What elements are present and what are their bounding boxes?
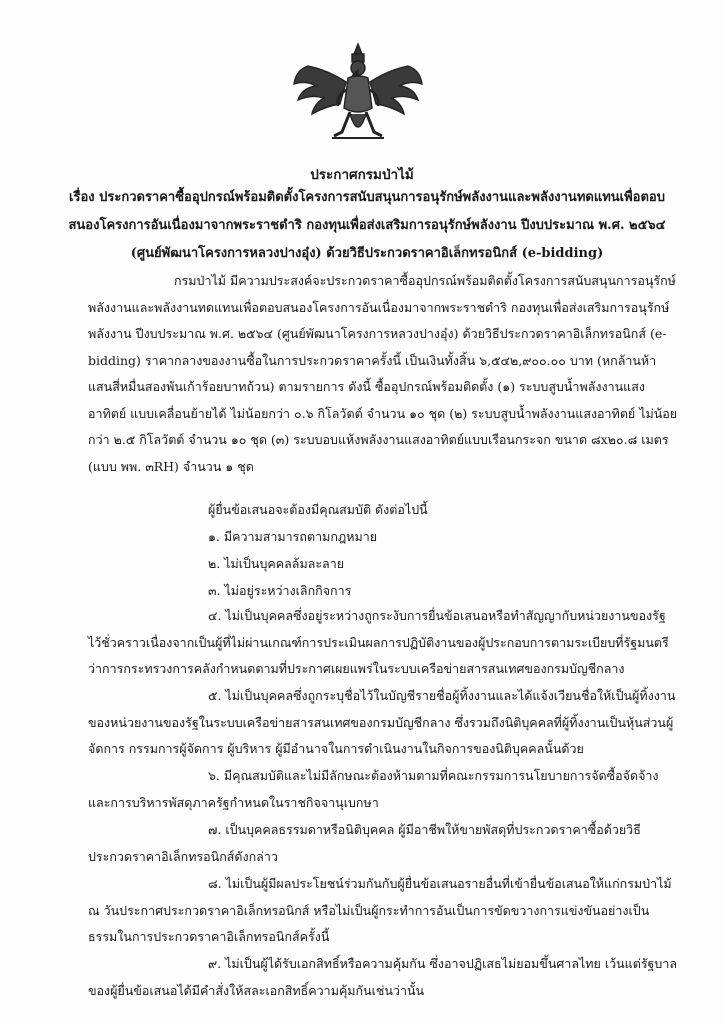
qualification-item-wrap bbox=[88, 603, 678, 683]
subject-line: เรื่อง ประกวดราคาซื้ออุปกรณ์พร้อมติดตั้งโครงการสนับสนุนการอนุรักษ์พลังงานและพลังงานทดแทนเพื่อตอบ bbox=[69, 190, 665, 205]
qualification-item-wrap bbox=[88, 951, 678, 1004]
qualification-item: ๒. ไม่เป็นบุคคลล้มละลาย bbox=[208, 556, 345, 571]
qualification-item-wrap bbox=[88, 763, 678, 816]
qualification-item: ๔. ไม่เป็นบุคคลซึ่งอยู่ระหว่างถูกระงับการยื่นข้อเสนอหรือทำสัญญากับหน่วยงานของรัฐไว้ชั่วคราวเนื่องจากเป็นผู้ที่ไม่ผ่านเกณฑ์การประเมินผลการปฏิบัติงานของผู้ประกอบการตามระเบียบที่รัฐมนตรีว่าการกระทรวงการคลังกำหนดตามที่ประกาศเผยแพร่ในระบบเครือข่ายสารสนเทศของกรมบัญชีกลาง bbox=[88, 608, 669, 676]
subject-line: สนองโครงการอันเนื่องมาจากพระราชดำริ กองทุนเพื่อส่งเสริมการอนุรักษ์พลังงาน ปีงบประมาณ พ.ศ. ๒๕๖๔ bbox=[68, 218, 666, 233]
announcement-title: ประกาศกรมป่าไม้ bbox=[310, 167, 414, 183]
qualification-item: ๕. ไม่เป็นบุคคลซึ่งถูกระบุชื่อไว้ในบัญชีรายชื่อผู้ทิ้งงานและได้แจ้งเวียนชื่อให้เป็นผู้ทิ้งงานของหน่วยงานของรัฐในระบบเครือข่ายสารสนเทศของกรมบัญชีกลาง ซึ่งรวมถึงนิติบุคคลที่ผู้ทิ้งงานเป็นหุ้นส่วนผู้จัดการ กรรมการผู้จัดการ ผู้บริหาร ผู้มีอำนาจในการดำเนินงานในกิจการของนิติบุคคลนั้นด้วย bbox=[88, 688, 676, 756]
qualification-item-wrap bbox=[88, 683, 678, 763]
qualification-item: ๓. ไม่อยู่ระหว่างเลิกกิจการ bbox=[208, 583, 352, 598]
qualification-item-wrap bbox=[88, 871, 678, 951]
qualification-item: ๗. เป็นบุคคลธรรมดาหรือนิติบุคคล ผู้มีอาชีพให้ขายพัสดุที่ประกวดราคาซื้อด้วยวิธีประกวดราคาอิเล็กทรอนิกส์ดังกล่าว bbox=[88, 822, 641, 864]
qualification-item: ๙. ไม่เป็นผู้ได้รับเอกสิทธิ์หรือความคุ้มกัน ซึ่งอาจปฏิเสธไม่ยอมขึ้นศาลไทย เว้นแต่รัฐบาลของผู้ยื่นข้อเสนอได้มีคำสั่งให้สละเอกสิทธิ์ความคุ้มกันเช่นว่านั้น bbox=[88, 956, 678, 998]
garuda-emblem-icon bbox=[288, 40, 428, 148]
qualifications-heading: ผู้ยื่นข้อเสนอจะต้องมีคุณสมบัติ ดังต่อไปนี้ bbox=[208, 502, 428, 517]
intro-paragraph: กรมป่าไม้ มีความประสงค์จะประกวดราคาซื้ออุปกรณ์พร้อมติดตั้งโครงการสนับสนุนการอนุรักษ์พลังงานและพลังงานทดแทนเพื่อตอบสนองโครงการอันเนื่องมาจากพระราชดำริ กองทุนเพื่อส่งเสริมการอนุรักษ์พลังงาน ปีงบประมาณ พ.ศ. ๒๕๖๔ (ศูนย์พัฒนาโครงการหลวงปางอุ๋ง) ด้วยวิธีประกวดราคาอิเล็กทรอนิกส์ (e-bidding) ราคากลางของงานซื้อในการประกวดราคาครั้งนี้ เป็นเงินทั้งสิ้น ๖,๕๔๒,๙๐๐.๐๐ บาท (หกล้านห้าแสนสี่หมื่นสองพันเก้าร้อยบาทถ้วน) ตามรายการ ดังนี้ ซื้ออุปกรณ์พร้อมติดตั้ง (๑) ระบบสูบน้ำพลังงานแสงอาทิตย์ แบบเคลื่อนย้ายได้ ไม่น้อยกว่า ๐.๖ กิโลวัตต์ จำนวน ๑๐ ชุด (๒) ระบบสูบน้ำพลังงานแสงอาทิตย์ ไม่น้อยกว่า ๒.๕ กิโลวัตต์ จำนวน ๑๐ ชุด (๓) ระบบอบแห้งพลังงานแสงอาทิตย์แบบเรือนกระจก ขนาด ๘x๒๐.๘ เมตร (แบบ พพ. ๓RH) จำนวน ๑ ชุด bbox=[88, 273, 678, 474]
qualification-item: ๘. ไม่เป็นผู้มีผลประโยชน์ร่วมกันกับผู้ยื่นข้อเสนอรายอื่นที่เข้ายื่นข้อเสนอให้แก่กรมป่าไม้ ณ วันประกาศประกวดราคาอิเล็กทรอนิกส์ หรือไม่เป็นผู้กระทำการอันเป็นการขัดขวางการแข่งขันอย่างเป็นธรรมในการประกวดราคาอิเล็กทรอนิกส์ครั้งนี้ bbox=[88, 876, 672, 944]
qualification-item-wrap bbox=[88, 817, 678, 870]
qualification-item: ๑. มีความสามารถตามกฎหมาย bbox=[208, 529, 378, 544]
qualification-item: ๖. มีคุณสมบัติและไม่มีลักษณะต้องห้ามตามที่คณะกรรมการนโยบายการจัดซื้อจัดจ้างและการบริหารพัสดุภาครัฐกำหนดในราชกิจจานุเบกษา bbox=[88, 768, 659, 810]
announcement-subject bbox=[64, 184, 670, 268]
subject-line: (ศูนย์พัฒนาโครงการหลวงปางอุ๋ง) ด้วยวิธีประกวดราคาอิเล็กทรอนิกส์ (e-bidding) bbox=[130, 246, 604, 261]
